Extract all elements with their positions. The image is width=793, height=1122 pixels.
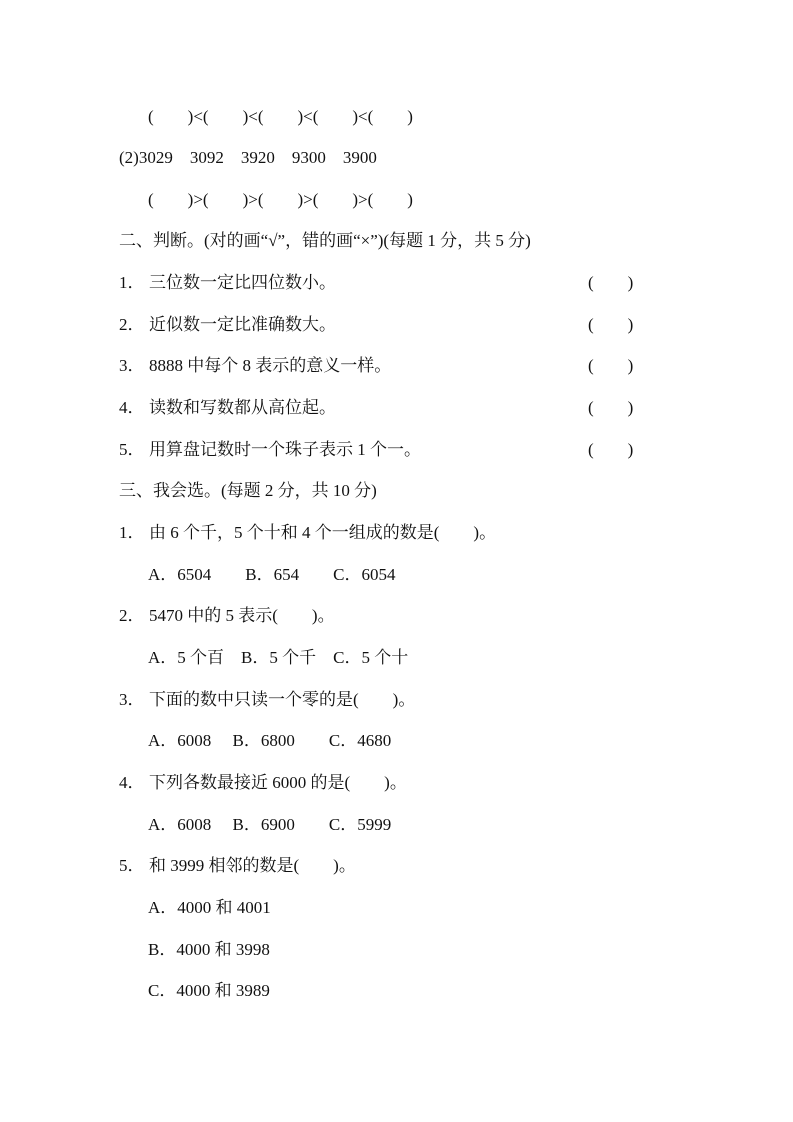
question-number: 2． bbox=[119, 606, 145, 625]
choice-question-3 bbox=[119, 689, 415, 711]
item-number: 3． bbox=[119, 356, 145, 375]
item-text: 8888 中每个 8 表示的意义一样。 bbox=[149, 356, 392, 375]
item-text: 用算盘记数时一个珠子表示 1 个一。 bbox=[149, 440, 421, 459]
item-text: 读数和写数都从高位起。 bbox=[149, 398, 336, 417]
question-number: 5． bbox=[119, 856, 145, 875]
question-text: 和 3999 相邻的数是( )。 bbox=[149, 856, 356, 875]
judge-item-1 bbox=[119, 272, 336, 294]
problem-2-numbers: (2)3029 3092 3920 9300 3900 bbox=[119, 148, 377, 167]
item-text: 近似数一定比准确数大。 bbox=[149, 315, 336, 334]
question-number: 4． bbox=[119, 773, 145, 792]
question-text: 由 6 个千，5 个十和 4 个一组成的数是( )。 bbox=[149, 523, 497, 542]
answer-blank-2[interactable]: ( ) bbox=[588, 315, 634, 334]
answer-blank-3[interactable]: ( ) bbox=[588, 356, 634, 375]
choice-options-4[interactable]: A．6008 B．6900 C．5999 bbox=[148, 815, 392, 834]
choice-option-5a[interactable]: A．4000 和 4001 bbox=[148, 898, 271, 917]
question-text: 下面的数中只读一个零的是( )。 bbox=[149, 690, 416, 709]
question-number: 1． bbox=[119, 523, 145, 542]
item-number: 4． bbox=[119, 398, 145, 417]
judge-item-4 bbox=[119, 397, 336, 419]
choice-options-3[interactable]: A．6008 B．6800 C．4680 bbox=[148, 731, 392, 750]
choice-question-5 bbox=[119, 855, 356, 877]
choice-options-1[interactable]: A．6504 B．654 C．6054 bbox=[148, 565, 396, 584]
judge-item-3 bbox=[119, 355, 391, 377]
ascending-blanks: ( )<( )<( )<( )<( ) bbox=[148, 107, 413, 126]
question-number: 3． bbox=[119, 690, 145, 709]
item-number: 1． bbox=[119, 273, 145, 292]
item-number: 5． bbox=[119, 440, 145, 459]
choice-options-2[interactable]: A．5 个百 B．5 个千 C．5 个十 bbox=[148, 648, 409, 667]
judge-item-5 bbox=[119, 439, 421, 461]
question-text: 下列各数最接近 6000 的是( )。 bbox=[149, 773, 407, 792]
choice-option-5b[interactable]: B．4000 和 3998 bbox=[148, 940, 270, 959]
descending-blanks: ( )>( )>( )>( )>( ) bbox=[148, 190, 413, 209]
question-text: 5470 中的 5 表示( )。 bbox=[149, 606, 335, 625]
item-text: 三位数一定比四位数小。 bbox=[149, 273, 336, 292]
choice-question-2 bbox=[119, 605, 335, 627]
answer-blank-1[interactable]: ( ) bbox=[588, 273, 634, 292]
answer-blank-5[interactable]: ( ) bbox=[588, 440, 634, 459]
judge-item-2 bbox=[119, 314, 336, 336]
choice-question-1 bbox=[119, 522, 496, 544]
section-3-heading: 三、我会选。(每题 2 分，共 10 分) bbox=[119, 481, 377, 500]
section-2-heading: 二、判断。(对的画“√”，错的画“×”)(每题 1 分，共 5 分) bbox=[119, 231, 531, 250]
choice-question-4 bbox=[119, 772, 407, 794]
answer-blank-4[interactable]: ( ) bbox=[588, 398, 634, 417]
choice-option-5c[interactable]: C．4000 和 3989 bbox=[148, 981, 270, 1000]
item-number: 2． bbox=[119, 315, 145, 334]
